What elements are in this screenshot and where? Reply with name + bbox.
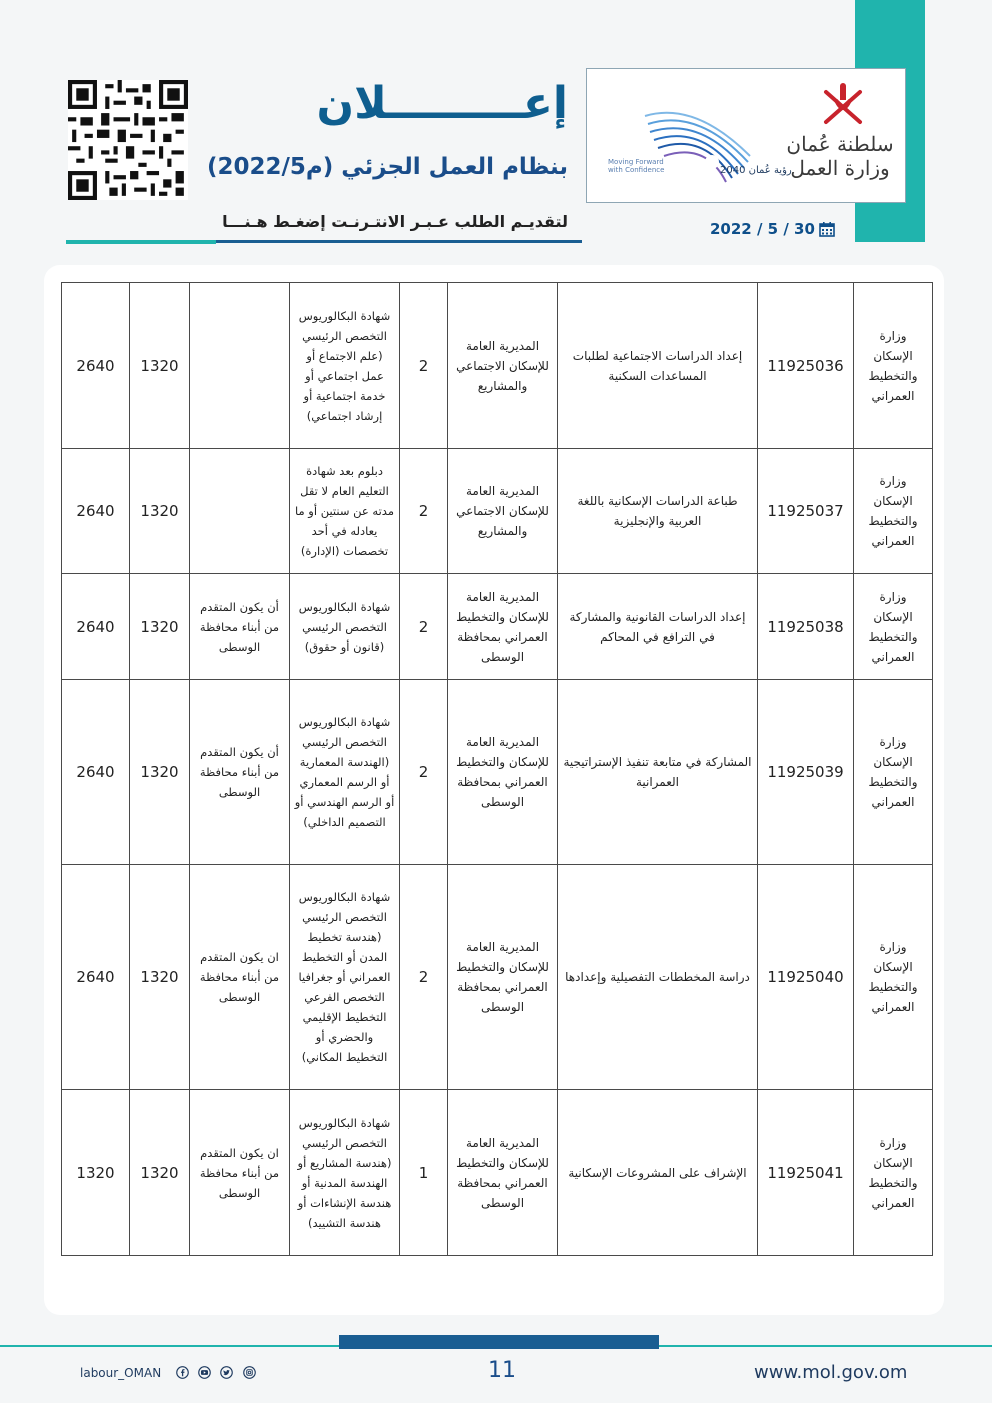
cell-task: إعداد الدراسات القانونية والمشاركة في الترافع في المحاكم: [558, 574, 758, 680]
cell-task: الإشراف على المشروعات الإسكانية: [558, 1090, 758, 1256]
jobs-table: [61, 282, 933, 1256]
cell-task: طباعة الدراسات الإسكانية باللغة العربية والإنجليزية: [558, 449, 758, 574]
cell-condition: أن يكون المتقدم من أبناء محافظة الوسطى: [190, 574, 290, 680]
instagram-icon[interactable]: [243, 1366, 256, 1379]
cell-qualification: شهادة البكالوريوس التخصص الرئيسي (علم الاجتماع أو عمل اجتماعي أو خدمة اجتماعية أو إرشاد اجتماعي): [290, 283, 400, 449]
table-row: [62, 574, 933, 680]
cell-count: 2: [400, 283, 448, 449]
cell-condition: [190, 449, 290, 574]
cell-count: 2: [400, 574, 448, 680]
vision-2040-tagline: Moving Forward with Confidence: [608, 158, 665, 174]
announcement-subtitle: بنظام العمل الجزئي (م2022/5): [206, 154, 568, 180]
page-number: 11: [488, 1358, 516, 1383]
cell-count: 2: [400, 865, 448, 1090]
cell-directorate: المديرية العامة للإسكان والتخطيط العمراني بمحافظة الوسطى: [448, 574, 558, 680]
youtube-icon[interactable]: [198, 1366, 211, 1379]
cell-code: 11925041: [758, 1090, 854, 1256]
vision-2040-label: رؤية عُمان 2040: [720, 165, 792, 176]
header-divider-accent: [66, 240, 216, 244]
facebook-icon[interactable]: [176, 1366, 189, 1379]
oman-emblem-icon: [818, 82, 868, 132]
cell-count: 2: [400, 680, 448, 865]
cell-ministry: وزارة الإسكان والتخطيط العمراني: [854, 574, 933, 680]
cell-condition: ان يكون المتقدم من أبناء محافظة الوسطى: [190, 865, 290, 1090]
cell-ministry: وزارة الإسكان والتخطيط العمراني: [854, 680, 933, 865]
cell-ministry: وزارة الإسكان والتخطيط العمراني: [854, 1090, 933, 1256]
cell-code: 11925037: [758, 449, 854, 574]
cell-total: 2640: [62, 449, 130, 574]
cell-rate: 1320: [130, 680, 190, 865]
ministry-logo-text: [780, 132, 900, 180]
footer-accent: [339, 1335, 659, 1349]
cell-task: إعداد الدراسات الاجتماعية لطلبات المساعدات السكنية: [558, 283, 758, 449]
announcement-title: إعـــــــــلان: [316, 78, 568, 129]
cell-qualification: شهادة البكالوريوس التخصص الرئيسي (قانون أو حقوق): [290, 574, 400, 680]
twitter-icon[interactable]: [220, 1366, 233, 1379]
cell-qualification: دبلوم بعد شهادة التعليم العام لا تقل مدته عن سنتين أو ما يعادله في أحد تخصصات (الإدارة): [290, 449, 400, 574]
cell-directorate: المديرية العامة للإسكان والتخطيط العمراني بمحافظة الوسطى: [448, 865, 558, 1090]
table-row: [62, 865, 933, 1090]
cell-ministry: وزارة الإسكان والتخطيط العمراني: [854, 449, 933, 574]
cell-total: 2640: [62, 680, 130, 865]
cell-ministry: وزارة الإسكان والتخطيط العمراني: [854, 865, 933, 1090]
calendar-icon: [819, 221, 835, 237]
cell-total: 2640: [62, 283, 130, 449]
cell-condition: ان يكون المتقدم من أبناء محافظة الوسطى: [190, 1090, 290, 1256]
cell-directorate: المديرية العامة للإسكان والتخطيط العمراني بمحافظة الوسطى: [448, 1090, 558, 1256]
cell-rate: 1320: [130, 283, 190, 449]
cell-qualification: شهادة البكالوريوس التخصص الرئيسي (الهندسة المعمارية أو الرسم المعماري أو الرسم الهندسي أو التصميم الداخلي): [290, 680, 400, 865]
cell-code: 11925039: [758, 680, 854, 865]
social-handle[interactable]: labour_OMAN: [80, 1366, 162, 1380]
table-row: [62, 449, 933, 574]
cell-directorate: المديرية العامة للإسكان الاجتماعي والمشاريع: [448, 283, 558, 449]
announcement-date: [710, 220, 835, 238]
cell-rate: 1320: [130, 865, 190, 1090]
table-row: [62, 1090, 933, 1256]
ministry-logo-line2: وزارة العمل: [790, 156, 890, 180]
cell-condition: أن يكون المتقدم من أبناء محافظة الوسطى: [190, 680, 290, 865]
cell-code: 11925040: [758, 865, 854, 1090]
cell-task: دراسة المخططات التفصيلية وإعدادها: [558, 865, 758, 1090]
cell-total: 2640: [62, 865, 130, 1090]
cell-ministry: وزارة الإسكان والتخطيط العمراني: [854, 283, 933, 449]
table-row: [62, 680, 933, 865]
cell-condition: [190, 283, 290, 449]
ministry-logo-line1: سلطنة عُمان: [786, 132, 894, 156]
cell-rate: 1320: [130, 449, 190, 574]
cell-total: 2640: [62, 574, 130, 680]
cell-qualification: شهادة البكالوريوس التخصص الرئيسي (هندسة المشاريع أو الهندسة المدنية أو هندسة الإنشاءات أو هندسة التشييد): [290, 1090, 400, 1256]
cell-task: المشاركة في متابعة تنفيذ الإستراتيجية العمرانية: [558, 680, 758, 865]
cell-qualification: شهادة البكالوريوس التخصص الرئيسي (هندسة تخطيط المدن أو التخطيط العمراني أو جغرافيا التخصص الفرعي التخطيط الإقليمي والحضري أو التخطيط المكاني): [290, 865, 400, 1090]
cell-rate: 1320: [130, 574, 190, 680]
table-row: [62, 283, 933, 449]
cell-code: 11925038: [758, 574, 854, 680]
website-link[interactable]: www.mol.gov.om: [754, 1362, 908, 1383]
qr-code-icon[interactable]: [68, 80, 188, 200]
cell-count: 2: [400, 449, 448, 574]
cell-count: 1: [400, 1090, 448, 1256]
date-text: 2022 / 5 / 30: [710, 220, 815, 238]
cell-directorate: المديرية العامة للإسكان والتخطيط العمراني بمحافظة الوسطى: [448, 680, 558, 865]
cell-directorate: المديرية العامة للإسكان الاجتماعي والمشاريع: [448, 449, 558, 574]
apply-online-link[interactable]: لتقديـم الطلب عـبـر الانتـرنـت إضغـط هـنـــا: [222, 212, 568, 231]
cell-code: 11925036: [758, 283, 854, 449]
cell-rate: 1320: [130, 1090, 190, 1256]
cell-total: 1320: [62, 1090, 130, 1256]
